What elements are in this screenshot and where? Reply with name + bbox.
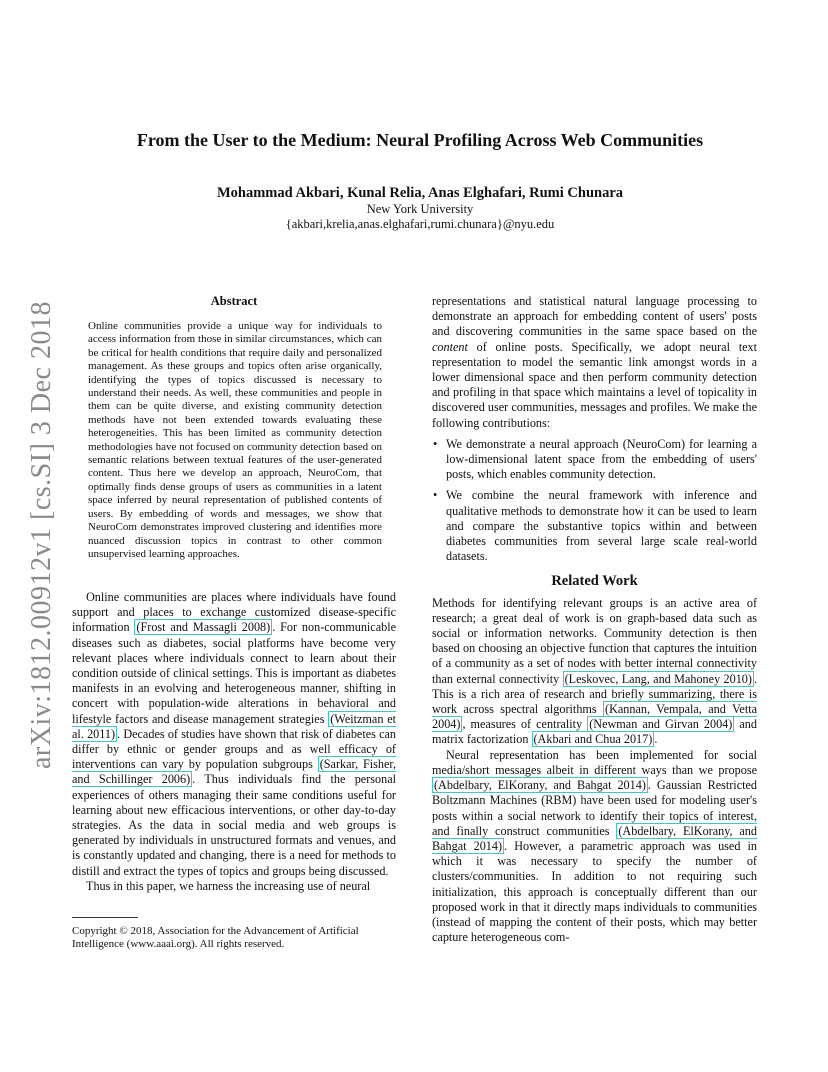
body-text: of online posts. Specifically, we adopt neural text representation to model the semantic link amongst words in a lower dimensional space and then perform community detection and profiling in that space which maintains a level of topicality in discovered user communities, messages and profiles. We make the following contributions: bbox=[432, 339, 757, 430]
list-item-text: We demonstrate a neural approach (NeuroCom) for learning a low-dimensional latent space from the embedding of users' posts, which enables community detection. bbox=[446, 436, 757, 482]
body-text: and matrix factorization bbox=[432, 717, 757, 747]
bullet-icon: • bbox=[433, 436, 438, 451]
bullet-icon: • bbox=[433, 488, 438, 503]
affiliation: New York University bbox=[366, 202, 474, 216]
related-work-paragraph-1 bbox=[432, 596, 757, 748]
list-item-text: We combine the neural framework with inference and qualitative methods to demonstrate how it can be used to learn and compare the substantive topics within and between diabetes communities from several large scale real-world datasets. bbox=[446, 488, 757, 564]
related-work-heading: Related Work bbox=[551, 573, 638, 590]
contribution-list bbox=[432, 437, 757, 565]
affiliation-block bbox=[60, 202, 780, 232]
introduction bbox=[72, 590, 396, 894]
paper-title: From the User to the Medium: Neural Profiling Across Web Communities bbox=[136, 130, 704, 150]
emphasis-text: content bbox=[432, 339, 468, 354]
citation-link[interactable]: (Newman and Girvan 2004) bbox=[589, 717, 733, 732]
list-item bbox=[433, 436, 757, 483]
intro-text: . For non-communicable diseases such as diabetes, social platforms have become very relevant places where individuals connect to learn about their condition outside of clinical settings. This is important as diabetes manifests in an evolving and heterogeneous manner, shifting in concert with population-wide alterations in behavioral and lifestyle factors and disease management strategies bbox=[72, 620, 397, 726]
contribution-intro bbox=[432, 294, 757, 431]
email: {akbari,krelia,anas.elghafari,rumi.chunara}@nyu.edu bbox=[285, 217, 555, 231]
citation-link[interactable]: (Abdelbary, ElKorany, and Bahgat 2014) bbox=[432, 823, 757, 853]
right-column bbox=[432, 294, 757, 945]
footnote-rule bbox=[72, 917, 138, 918]
arxiv-stamp: arXiv:1812.00912v1 [cs.SI] 3 Dec 2018 bbox=[26, 301, 57, 769]
citation-link[interactable]: (Weitzman et al. 2011) bbox=[72, 711, 396, 741]
body-text: representations and statistical natural language processing to demonstrate an approach for embedding content of users' posts and discovering communities in the same space based on the bbox=[432, 294, 757, 339]
intro-paragraph-1 bbox=[72, 590, 396, 879]
abstract-text: Online communities provide a unique way for individuals to access information from those in similar circumstances, which can be critical for health conditions that require daily and personalized management. As these groups and topics often arise organically, identifying the types of topics discussed is necessary to understand their needs. As well, these communities and people in them can be quite diverse, and existing community detection methods have not been extended towards evaluating these heterogeneities. This has been limited as community detection methodologies have not focused on community detection based on semantic relations between textual features of the user-generated content. Thus here we develop an approach, NeuroCom, that optimally finds dense groups of users as communities in a latent space inferred by neural representation of published contents of users. By embedding of words and messages, we show that NeuroCom demonstrates improved clustering and identifies more nuanced discussion topics in contrast to other common unsupervised learning approaches. bbox=[88, 320, 382, 560]
intro-paragraph-2: Thus in this paper, we harness the increasing use of neural bbox=[86, 878, 371, 893]
body-text: . However, a parametric approach was used in which it was necessary to specify the number of clusters/communities. In addition to not requiring such initialization, this approach is conceptually different than our proposed work in that it directly maps individuals to communities (instead of mapping the content of their posts, which may better capture heterogeneous com- bbox=[432, 838, 757, 945]
abstract-heading: Abstract bbox=[210, 294, 258, 308]
body-text: Methods for identifying relevant groups is an active area of research; a great deal of work is on graph-based data such as social or information networks. Community detection is then based on choosing an objective function that captures the intuition of a community as a set of nodes with better internal connectivity than external connectivity bbox=[432, 595, 757, 686]
author-list: Mohammad Akbari, Kunal Relia, Anas Elghafari, Rumi Chunara bbox=[216, 185, 624, 201]
citation-link[interactable]: (Frost and Massagli 2008) bbox=[136, 620, 271, 635]
citation-link[interactable]: (Sarkar, Fisher, and Schillinger 2006) bbox=[72, 757, 396, 787]
body-text: Neural representation has been implemented for social media/short messages albeit in different ways than we propose bbox=[432, 747, 757, 777]
body-text: . This is a rich area of research and briefly summarizing, there is work across spectral algorithms bbox=[432, 671, 757, 717]
related-work-paragraph-2 bbox=[432, 748, 757, 946]
intro-text: . Thus individuals find the personal experiences of others managing their same conditions useful for learning about new efficacious interventions, or other day-to-day strategies. As the data in social media and web groups is generated by individuals in unstructured formats and venues, and is constantly updated and changing, there is a need for methods to distill and extract the types of topics and groups being discussed. bbox=[72, 772, 396, 878]
intro-text: . Decades of studies have shown that risk of diabetes can differ by ethnic or gender groups and as well efficacy of interventions can vary by population subgroups bbox=[72, 726, 396, 772]
body-text: . bbox=[654, 732, 658, 747]
list-item bbox=[433, 488, 757, 564]
body-text: . Gaussian Restricted Boltzmann Machines (RBM) have been used for modeling user's posts within a social network to identify their topics of interest, and finally construct communities bbox=[432, 778, 757, 838]
intro-text: Online communities are places where individuals have found support and places to exchange customized disease-specific information bbox=[72, 590, 396, 635]
citation-link[interactable]: (Kannan, Vempala, and Vetta 2004) bbox=[432, 702, 758, 732]
citation-link[interactable]: (Akbari and Chua 2017) bbox=[533, 732, 653, 747]
citation-link[interactable]: (Leskovec, Lang, and Mahoney 2010) bbox=[564, 671, 752, 686]
copyright-footnote: Copyright © 2018, Association for the Advancement of Artificial Intelligence (www.aaai.org). All rights reserved. bbox=[72, 925, 359, 951]
citation-link[interactable]: (Abdelbary, ElKorany, and Bahgat 2014) bbox=[434, 778, 646, 793]
body-text: , measures of centrality bbox=[462, 717, 588, 732]
